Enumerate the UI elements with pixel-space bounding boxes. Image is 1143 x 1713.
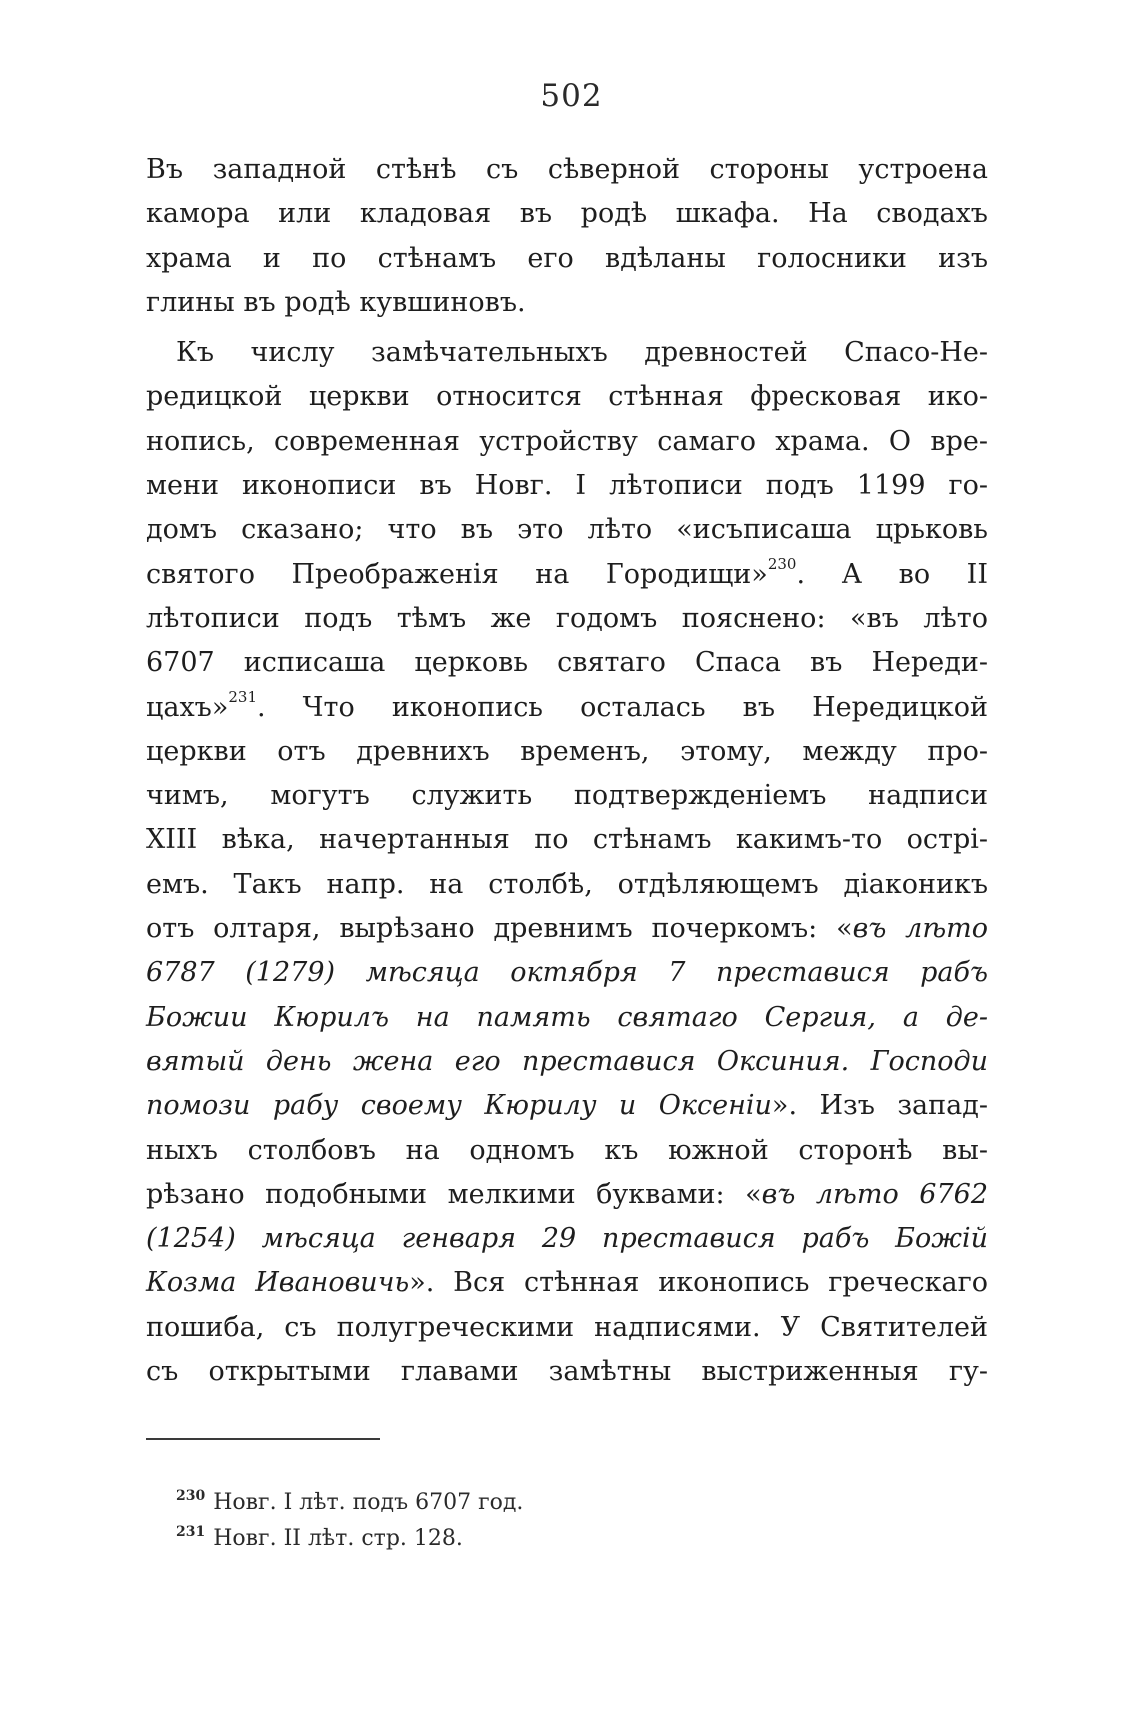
text-run: святого Преображенія на Городищи» bbox=[146, 558, 768, 590]
text-line bbox=[146, 192, 988, 236]
text-line bbox=[146, 1040, 988, 1084]
text-run: емъ. Такъ напр. на столбѣ, отдѣляющемъ діаконикъ bbox=[146, 868, 988, 900]
footnote-231 bbox=[176, 1521, 876, 1557]
text-line bbox=[146, 774, 988, 818]
italic-quote-text: (1254) мѣсяца генваря 29 преставися рабъ Божій bbox=[146, 1223, 988, 1255]
italic-quote-text: помози рабу своему Кюрилу и Оксеніи bbox=[146, 1090, 772, 1122]
text-line bbox=[146, 1173, 988, 1217]
footnote-text: Новг. II лѣт. стр. 128. bbox=[213, 1526, 463, 1551]
text-line bbox=[146, 281, 988, 325]
text-run: Къ числу замѣчательныхъ древностей Спасо-Не- bbox=[176, 337, 988, 369]
text-line bbox=[146, 508, 988, 552]
text-line bbox=[146, 1350, 988, 1394]
text-run: камора или кладовая въ родѣ шкафа. На сводахъ bbox=[146, 198, 988, 230]
page-number: 502 bbox=[540, 78, 603, 114]
body-text bbox=[146, 148, 988, 1394]
italic-quote-text: 6787 (1279) мѣсяца октября 7 преставися рабъ bbox=[146, 957, 988, 989]
text-run: ныхъ столбовъ на одномъ къ южной сторонѣ вы- bbox=[146, 1134, 988, 1166]
text-run: лѣтописи подъ тѣмъ же годомъ пояснено: «въ лѣто bbox=[146, 602, 988, 634]
footnote-divider bbox=[146, 1438, 380, 1440]
text-run: ». Вся стѣнная иконопись греческаго bbox=[409, 1267, 988, 1299]
text-line bbox=[146, 730, 988, 774]
footnote-text: Новг. I лѣт. подъ 6707 год. bbox=[213, 1490, 524, 1515]
text-line bbox=[146, 951, 988, 995]
footnote-number: 231 bbox=[176, 1524, 206, 1540]
text-line bbox=[146, 863, 988, 907]
italic-quote-text: Козма Ивановичь bbox=[146, 1267, 410, 1299]
text-run: XIII вѣка, начертанныя по стѣнамъ какимъ-то острі- bbox=[146, 824, 988, 856]
text-run: ». Изъ запад- bbox=[771, 1090, 988, 1122]
text-line bbox=[146, 420, 988, 464]
text-run: 6707 исписаша церковь святаго Спаса въ Нереди- bbox=[146, 647, 988, 679]
footnotes bbox=[176, 1485, 876, 1557]
text-line bbox=[146, 1306, 988, 1350]
text-run: домъ сказано; что въ это лѣто «исъписаша црьковь bbox=[146, 514, 988, 546]
text-run: пошиба, съ полугреческими надписями. У Святителей bbox=[146, 1311, 988, 1343]
text-line bbox=[146, 237, 988, 281]
italic-quote-text: въ лѣто 6762 bbox=[761, 1178, 988, 1210]
text-run: отъ олтаря, вырѣзано древнимъ почеркомъ: « bbox=[146, 913, 853, 945]
text-line bbox=[146, 1084, 988, 1128]
text-line bbox=[146, 553, 988, 597]
text-line bbox=[146, 331, 988, 375]
text-line bbox=[146, 641, 988, 685]
text-run: . Что иконопись осталась въ Нередицкой bbox=[257, 691, 988, 723]
text-line bbox=[146, 597, 988, 641]
italic-quote-text: Божии Кюрилъ на память святаго Сергия, а де- bbox=[146, 1001, 988, 1033]
footnote-reference: 231 bbox=[228, 687, 258, 706]
text-run: съ открытыми главами замѣтны выстриженныя гу- bbox=[146, 1356, 988, 1388]
text-run: Въ западной стѣнѣ съ сѣверной стороны устроена bbox=[146, 154, 988, 185]
text-line bbox=[146, 1261, 988, 1305]
text-run: храма и по стѣнамъ его вдѣланы голосники изъ bbox=[146, 242, 988, 274]
footnote-reference: 230 bbox=[767, 554, 797, 573]
text-run: нопись, современная устройству самаго храма. О вре- bbox=[146, 425, 988, 457]
footnote-number: 230 bbox=[176, 1488, 206, 1504]
text-run: церкви отъ древнихъ временъ, этому, между про- bbox=[146, 735, 988, 767]
text-run: . А во II bbox=[796, 558, 988, 590]
text-run: мени иконописи въ Новг. I лѣтописи подъ 1199 го- bbox=[146, 470, 988, 502]
text-run: редицкой церкви относится стѣнная фресковая ико- bbox=[146, 381, 988, 413]
italic-quote-text: вятый день жена его преставися Оксиния. Господи bbox=[146, 1045, 988, 1077]
text-run: цахъ» bbox=[146, 691, 229, 723]
text-run: рѣзано подобными мелкими буквами: « bbox=[146, 1178, 762, 1210]
text-line bbox=[146, 1217, 988, 1261]
text-line bbox=[146, 148, 988, 192]
text-line bbox=[146, 464, 988, 508]
text-line bbox=[146, 375, 988, 419]
text-line bbox=[146, 996, 988, 1040]
text-line bbox=[146, 686, 988, 730]
text-line bbox=[146, 907, 988, 951]
text-line bbox=[146, 1129, 988, 1173]
text-line bbox=[146, 818, 988, 862]
italic-quote-text: въ лѣто bbox=[852, 913, 988, 945]
text-run: глины въ родѣ кувшиновъ. bbox=[146, 286, 526, 318]
text-run: чимъ, могутъ служить подтвержденіемъ надписи bbox=[146, 780, 988, 812]
footnote-230 bbox=[176, 1485, 876, 1521]
